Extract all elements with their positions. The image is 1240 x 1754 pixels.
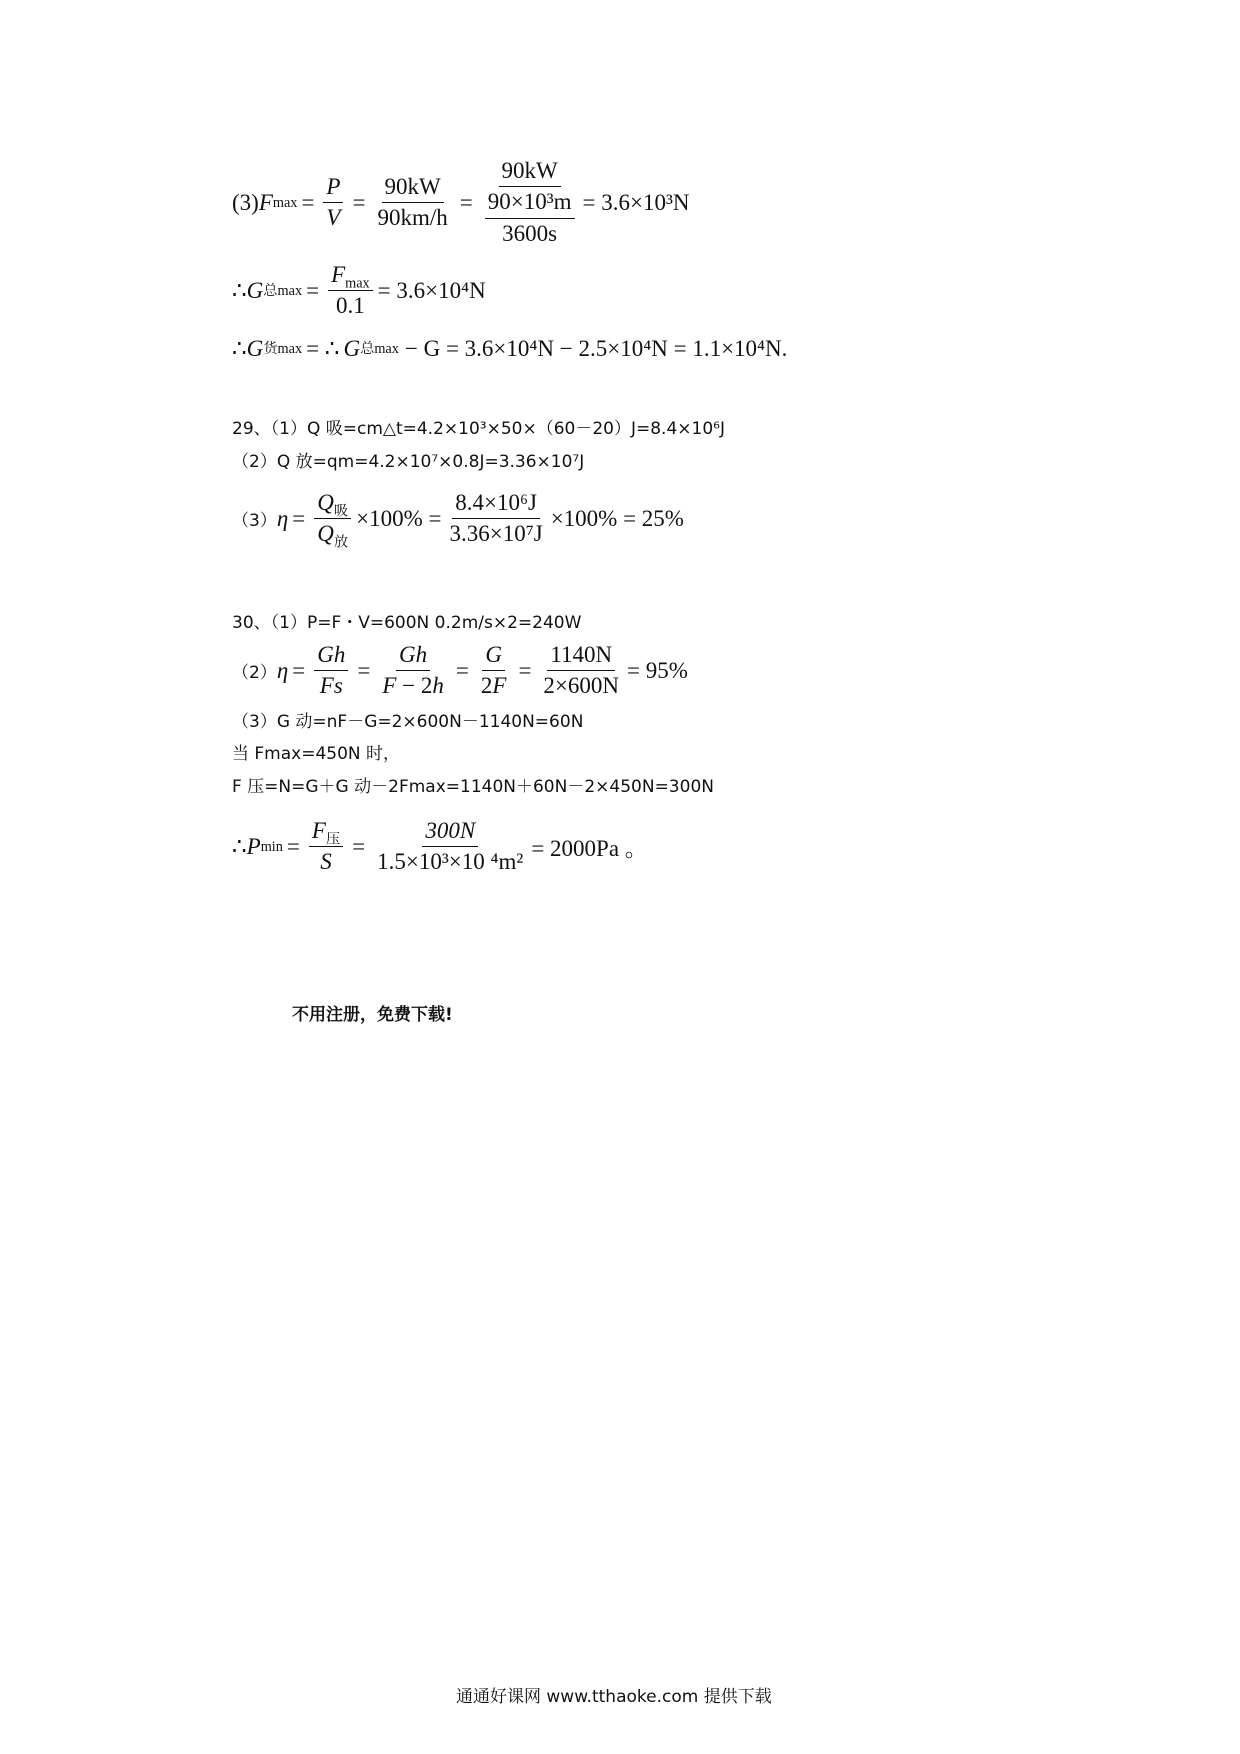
q29-eq3: （3） η = $\frac{Q_吸}{Q_放}$ ×100% = $\frac{\text{8.4×10⁶J}}{\text{3.36×10⁷J}}$ ×100% = 25% (232, 490, 684, 552)
fraction: $\frac{Gh}{F - 2h}$ (382, 642, 444, 699)
q30-eq6: ∴ P min = $\frac{F_压}{S}$ = $\frac{300N}{\text{1.5×10³×10 ⁴m²}}$ = 2000Pa 。 (232, 818, 648, 875)
fraction: $\frac{Q_吸}{Q_放}$ (314, 490, 351, 548)
q30-eq2-result: = 95% (627, 657, 688, 683)
q28-eq1: (3) F max = $\frac{P}{V}$ = $\frac{90kW}{90km/h}$ = $\frac{90kW}{\frac{\text{90×10³m}}{3600s}}$ = 3.6×10³N (232, 158, 690, 246)
q29-eq3-result: ×100% = 25% (550, 505, 684, 531)
q29-part3-label: （3） (232, 511, 277, 532)
fraction: $\frac{\text{8.4×10⁶J}}{\text{3.36×10⁷J}}$ (449, 490, 543, 547)
page-footer: 通通好课网 www.tthaoke.com 提供下载 (456, 1687, 772, 1707)
free-download-note: 不用注册，免费下载! (292, 1005, 453, 1025)
q30-line3: （3）G 动=nF－G=2×600N－1140N=60N (232, 712, 584, 732)
q28-part3-label: (3) (232, 189, 259, 215)
fraction: $\frac{G}{2F}$ (480, 642, 507, 699)
q30-line1: 30、（1）P=F・V=600N 0.2m/s×2=240W (232, 613, 582, 633)
fraction: $\frac{1140N}{2\times 600N}$ (543, 642, 620, 699)
fraction: $\frac{Gh}{Fs}$ (314, 642, 348, 700)
q28-eq3: ∴ G 货 max = ∴ G 总 max − G = 3.6×10⁴N − 2.5×10⁴N = 1.1×10⁴N. (232, 336, 788, 361)
q29-line1: 29、（1）Q 吸=cm△t=4.2×10³×50×（60－20）J=8.4×10⁶J (232, 419, 725, 439)
q30-eq6-result: = 2000Pa 。 (531, 836, 648, 862)
q30-line5: F 压=N=G＋G 动－2Fmax=1140N＋60N－2×450N=300N (232, 777, 714, 797)
q30-line4: 当 Fmax=450N 时， (232, 744, 401, 764)
fraction: $\frac{F_{max}}{0.1}$ (328, 262, 373, 320)
fraction: $\frac{F_压}{S}$ (309, 818, 343, 876)
q30-part2-label: （2） (232, 663, 277, 684)
fraction: $\frac{300N}{\text{1.5×10³×10 ⁴m²}}$ (377, 818, 524, 875)
q29-line2: （2）Q 放=qm=4.2×10⁷×0.8J=3.36×10⁷J (232, 452, 585, 472)
q28-eq2-result: = 3.6×10⁴N (377, 277, 486, 303)
q28-eq1-result: = 3.6×10³N (582, 189, 690, 215)
fraction: $\frac{P}{V}$ (323, 174, 343, 232)
q30-eq2: （2） η = $\frac{Gh}{Fs}$ = $\frac{Gh}{F - 2h}$ = $\frac{G}{2F}$ = $\frac{1140N}{2\times 600N}$ = 95% (232, 642, 688, 699)
q28-eq3-result: − G = 3.6×10⁴N − 2.5×10⁴N = 1.1×10⁴N. (404, 336, 788, 361)
q28-eq2: ∴ G 总 max = $\frac{F_{max}}{0.1}$ = 3.6×10⁴N (232, 262, 486, 319)
compound-fraction: $\frac{90kW}{\frac{\text{90×10³m}}{3600s}}$ (482, 158, 578, 247)
fraction: $\frac{90kW}{90km/h}$ (377, 173, 448, 231)
